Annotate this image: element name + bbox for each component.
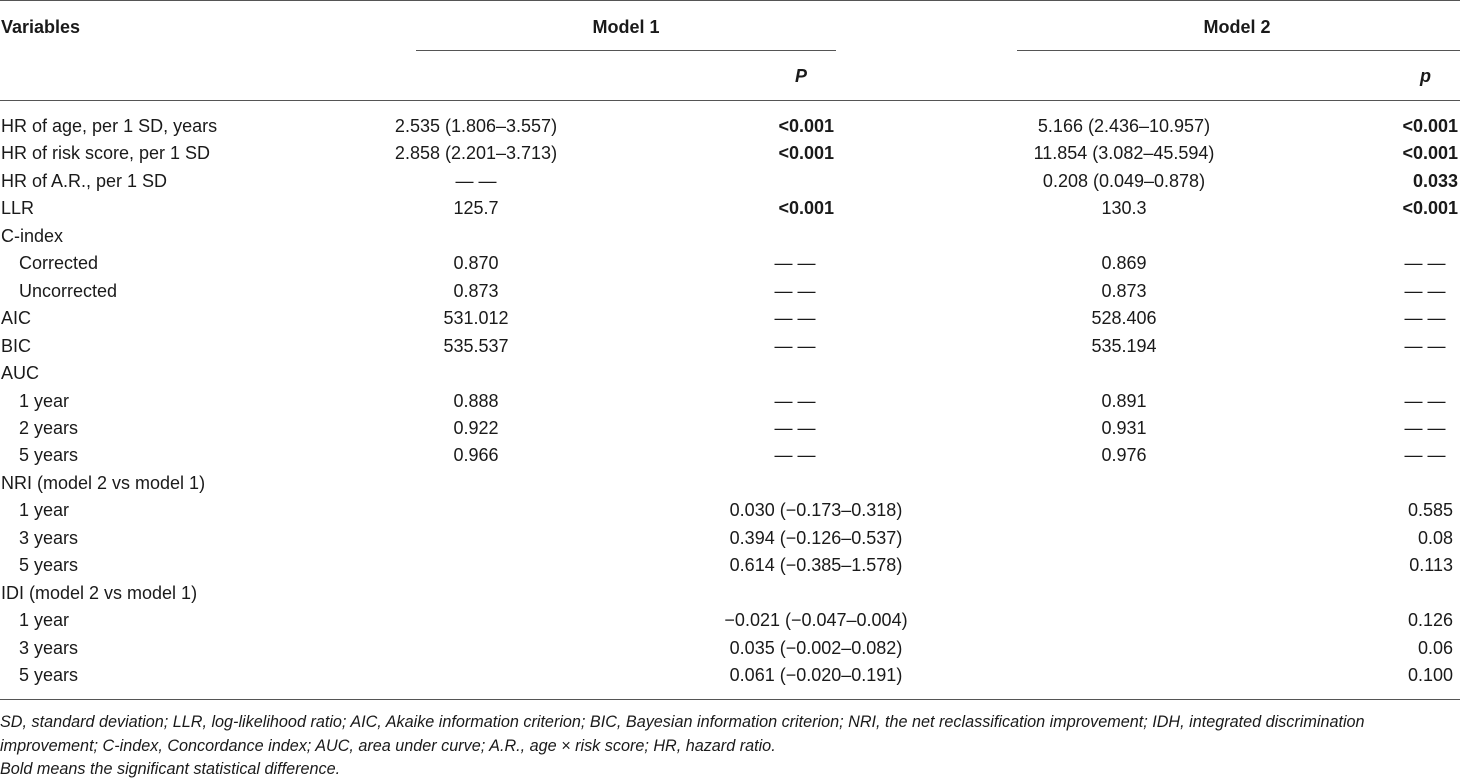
model1-p: — —: [774, 417, 816, 438]
model1-value: 531.012: [443, 308, 509, 329]
model2-p: — —: [1404, 253, 1446, 274]
row-label: NRI (model 2 vs model 1): [1, 472, 206, 493]
model1-value: 2.858 (2.201–3.713): [394, 143, 558, 164]
row-label: 1 year: [19, 390, 70, 411]
model2-p: — —: [1404, 280, 1446, 301]
model2-value: 0.931: [1101, 417, 1147, 438]
model1-p: — —: [774, 335, 816, 356]
header-p2: p: [1420, 66, 1431, 86]
row-label: BIC: [1, 335, 32, 356]
row-label: HR of risk score, per 1 SD: [1, 143, 211, 164]
row-label: LLR: [1, 198, 35, 219]
comparison-p: 0.06: [1417, 637, 1453, 658]
model2-value: 11.854 (3.082–45.594): [1033, 143, 1215, 164]
model1-rule: [416, 50, 836, 51]
footnote-abbreviations: SD, standard deviation; LLR, log-likelihood ratio; AIC, Akaike information criterion; BIC, Bayesian information criterion; NRI, the net reclassification improvement; IDH, integrated discrimination improvement; C-index, Concordance index; AUC, area under curve; A.R., age × risk score; HR, hazard ratio.: [0, 713, 1365, 755]
header-model1: Model 1: [592, 17, 660, 37]
row-label: 1 year: [19, 610, 70, 631]
model1-value: 2.535 (1.806–3.557): [394, 116, 558, 136]
model2-p: — —: [1404, 417, 1446, 438]
row-label: 5 years: [19, 445, 79, 466]
model1-p: — —: [774, 308, 816, 329]
footnote-bold: Bold means the significant statistical difference.: [0, 760, 341, 778]
row-label: 2 years: [19, 417, 79, 438]
comparison-value: 0.030 (−0.173–0.318): [729, 500, 903, 521]
model1-value: 0.966: [453, 445, 499, 466]
model2-value: 0.869: [1101, 253, 1147, 274]
model2-p: 0.033: [1412, 170, 1458, 191]
row-label: 5 years: [19, 665, 79, 685]
comparison-value: −0.021 (−0.047–0.004): [724, 610, 908, 631]
row-label: AUC: [1, 363, 40, 384]
row-label: Uncorrected: [19, 280, 118, 301]
model1-value: 0.922: [453, 417, 499, 438]
model2-value: 0.891: [1101, 390, 1147, 411]
model1-value: 0.870: [453, 253, 499, 274]
model2-value: 0.208 (0.049–0.878): [1042, 170, 1206, 191]
row-label: 3 years: [19, 527, 79, 548]
model2-p: — —: [1404, 390, 1446, 411]
comparison-value: 0.035 (−0.002–0.082): [729, 637, 903, 658]
row-label: AIC: [1, 308, 32, 329]
header-p1: P: [795, 66, 808, 86]
row-label: Corrected: [19, 253, 99, 274]
row-label: C-index: [1, 225, 64, 246]
row-label: HR of A.R., per 1 SD: [1, 170, 168, 191]
model2-value: 0.976: [1101, 445, 1147, 466]
model2-value: 528.406: [1091, 308, 1157, 329]
row-label: 1 year: [19, 500, 70, 521]
comparison-p: 0.126: [1407, 610, 1453, 631]
model2-p: — —: [1404, 445, 1446, 466]
row-label: IDI (model 2 vs model 1): [1, 582, 198, 603]
header-variables: Variables: [1, 17, 81, 37]
model2-rule: [1017, 50, 1460, 51]
row-label: HR of age, per 1 SD, years: [1, 116, 218, 136]
model2-value: 0.873: [1101, 280, 1147, 301]
bottom-rule: [0, 699, 1460, 700]
comparison-p: 0.08: [1417, 527, 1453, 548]
comparison-p: 0.113: [1409, 555, 1453, 576]
model1-p: <0.001: [778, 198, 834, 219]
comparison-value: 0.394 (−0.126–0.537): [729, 527, 903, 548]
model1-p: — —: [774, 390, 816, 411]
model1-value: 125.7: [453, 198, 499, 219]
model2-p: — —: [1404, 308, 1446, 329]
row-label: 3 years: [19, 637, 79, 658]
model2-p: <0.001: [1402, 143, 1458, 164]
model1-value: 0.888: [453, 390, 499, 411]
model1-p: — —: [774, 445, 816, 466]
model1-p: — —: [774, 280, 816, 301]
row-label: 5 years: [19, 555, 79, 576]
comparison-value: 0.061 (−0.020–0.191): [729, 665, 903, 685]
model2-p: <0.001: [1402, 198, 1458, 219]
model2-value: 5.166 (2.436–10.957): [1037, 116, 1211, 136]
model1-value: — —: [455, 170, 497, 191]
model2-p: — —: [1404, 335, 1446, 356]
model2-p: <0.001: [1402, 116, 1458, 136]
model2-value: 130.3: [1101, 198, 1147, 219]
comparison-p: 0.585: [1407, 500, 1453, 521]
top-rule: [0, 0, 1460, 1]
model1-p: <0.001: [778, 143, 834, 164]
model2-value: 535.194: [1091, 335, 1157, 356]
header-bottom-rule: [0, 100, 1460, 101]
model1-value: 535.537: [443, 335, 509, 356]
comparison-p: 0.100: [1407, 665, 1453, 685]
header-model2: Model 2: [1203, 17, 1271, 37]
model1-p: — —: [774, 253, 816, 274]
model1-value: 0.873: [453, 280, 499, 301]
comparison-value: 0.614 (−0.385–1.578): [729, 555, 903, 576]
model1-p: <0.001: [778, 116, 834, 136]
